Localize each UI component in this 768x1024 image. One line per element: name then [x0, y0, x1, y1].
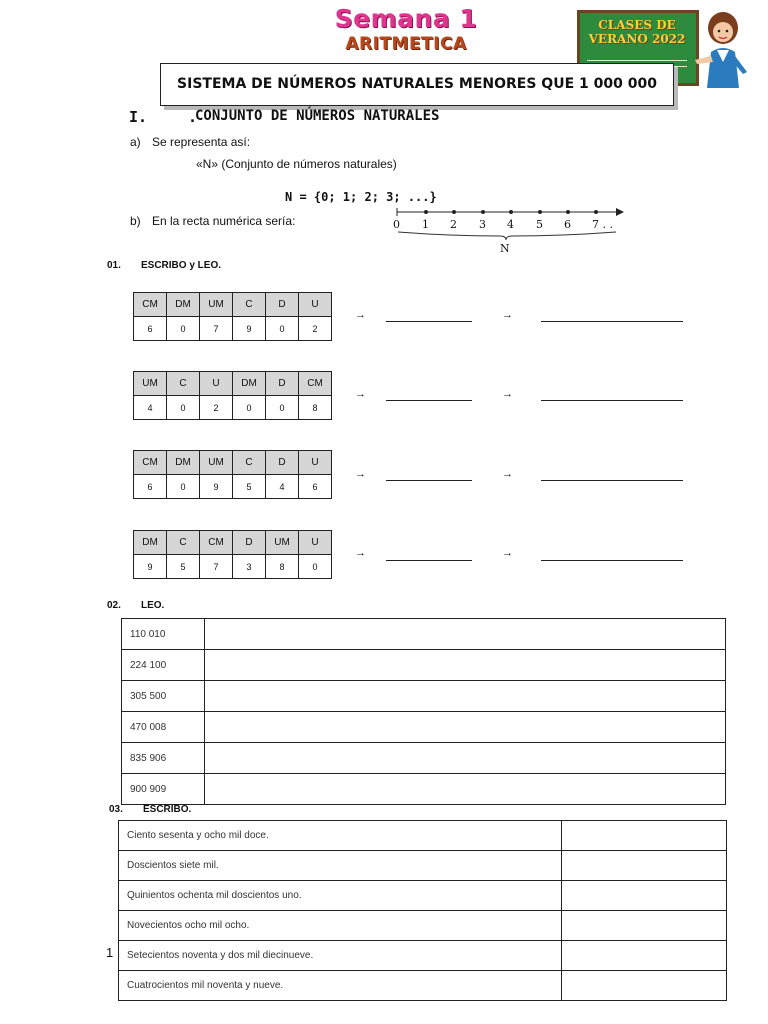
- arrow-icon: →: [355, 547, 366, 559]
- tick-label: 0: [393, 218, 400, 231]
- arrow-icon: →: [355, 309, 366, 321]
- table-row: [119, 971, 727, 1001]
- answer-blank-number[interactable]: [386, 560, 472, 561]
- arrow-icon: →: [502, 468, 513, 480]
- item-b-text: En la recta numérica sería:: [152, 214, 296, 228]
- subject-title: ARITMETICA: [345, 34, 467, 54]
- place-value-digit: 0: [167, 475, 200, 499]
- table-row: [119, 851, 727, 881]
- number-cell: 900 909: [122, 774, 205, 805]
- place-value-digit: 4: [266, 475, 299, 499]
- natural-numbers-set: N = {0; 1; 2; 3; ...}: [285, 190, 437, 204]
- chalkboard-line: [587, 60, 687, 61]
- arrow-icon: →: [502, 309, 513, 321]
- place-value-header: U: [299, 451, 332, 475]
- number-words-cell: Quinientos ochenta mil doscientos uno.: [119, 881, 562, 911]
- place-value-header: CM: [299, 372, 332, 396]
- place-value-header: U: [299, 531, 332, 555]
- place-value-digit: 7: [200, 317, 233, 341]
- place-value-digit: 8: [266, 555, 299, 579]
- place-value-table: [133, 450, 332, 499]
- place-value-header: D: [266, 293, 299, 317]
- place-value-header: C: [233, 451, 266, 475]
- tick-label: 4: [507, 218, 514, 231]
- place-value-digit: 0: [233, 396, 266, 420]
- teacher-illustration: [693, 10, 753, 88]
- number-cell: 470 008: [122, 712, 205, 743]
- place-value-header: C: [167, 372, 200, 396]
- place-value-digit: 5: [233, 475, 266, 499]
- place-value-digit: 8: [299, 396, 332, 420]
- place-value-table: [133, 292, 332, 341]
- number-cell: 110 010: [122, 619, 205, 650]
- place-value-digit: 0: [266, 317, 299, 341]
- item-a-text: Se representa así:: [152, 135, 251, 149]
- table-row: [119, 821, 727, 851]
- item-a-label: a): [130, 135, 141, 149]
- answer-cell[interactable]: [562, 881, 727, 911]
- place-value-digit: 6: [134, 475, 167, 499]
- number-cell: 224 100: [122, 650, 205, 681]
- table-row: [119, 911, 727, 941]
- exercise-number: 01.: [107, 260, 121, 271]
- table-row: [122, 681, 726, 712]
- answer-blank-words[interactable]: [541, 321, 683, 322]
- page-margin-number: 1: [106, 945, 114, 960]
- week-title: Semana 1: [334, 4, 478, 33]
- answer-cell[interactable]: [562, 971, 727, 1001]
- place-value-digit: 6: [299, 475, 332, 499]
- table-row: [119, 881, 727, 911]
- tick-label: 6: [564, 218, 571, 231]
- number-cell: 305 500: [122, 681, 205, 712]
- answer-cell[interactable]: [205, 681, 726, 712]
- place-value-header: U: [299, 293, 332, 317]
- answer-cell[interactable]: [205, 619, 726, 650]
- number-words-cell: Setecientos noventa y dos mil diecinueve.: [119, 941, 562, 971]
- section-dot: .: [188, 108, 198, 126]
- table-row: [122, 650, 726, 681]
- answer-blank-words[interactable]: [541, 480, 683, 481]
- number-words-cell: Cuatrocientos mil noventa y nueve.: [119, 971, 562, 1001]
- table-row: [122, 743, 726, 774]
- place-value-digit: 0: [167, 396, 200, 420]
- reading-table: [121, 618, 726, 805]
- exercise-number: 03.: [109, 804, 123, 815]
- place-value-header: CM: [134, 451, 167, 475]
- tick-label: 7 . .: [592, 218, 613, 231]
- answer-cell[interactable]: [562, 821, 727, 851]
- place-value-table: [133, 530, 332, 579]
- exercise-title: ESCRIBO y LEO.: [141, 260, 222, 271]
- place-value-digit: 5: [167, 555, 200, 579]
- answer-cell[interactable]: [562, 911, 727, 941]
- summer-classes-label: CLASES DE VERANO 2022: [588, 18, 686, 46]
- number-words-cell: Novecientos ocho mil ocho.: [119, 911, 562, 941]
- answer-cell[interactable]: [205, 774, 726, 805]
- place-value-digit: 9: [233, 317, 266, 341]
- table-row: [122, 712, 726, 743]
- place-value-header: DM: [134, 531, 167, 555]
- place-value-table: [133, 371, 332, 420]
- table-row: [122, 774, 726, 805]
- place-value-header: DM: [167, 451, 200, 475]
- arrow-icon: →: [355, 388, 366, 400]
- answer-blank-words[interactable]: [541, 560, 683, 561]
- place-value-digit: 0: [299, 555, 332, 579]
- place-value-header: DM: [233, 372, 266, 396]
- place-value-digit: 0: [266, 396, 299, 420]
- number-line: [390, 202, 630, 258]
- table-row: [119, 941, 727, 971]
- answer-cell[interactable]: [562, 851, 727, 881]
- tick-label: 1: [422, 218, 429, 231]
- place-value-digit: 9: [200, 475, 233, 499]
- place-value-header: C: [167, 531, 200, 555]
- place-value-digit: 4: [134, 396, 167, 420]
- arrow-icon: →: [502, 547, 513, 559]
- answer-blank-number[interactable]: [386, 321, 472, 322]
- arrow-icon: →: [502, 388, 513, 400]
- answer-cell[interactable]: [205, 712, 726, 743]
- answer-cell[interactable]: [562, 941, 727, 971]
- item-b-label: b): [130, 214, 141, 228]
- place-value-digit: 6: [134, 317, 167, 341]
- place-value-header: C: [233, 293, 266, 317]
- answer-blank-number[interactable]: [386, 400, 472, 401]
- table-row: [122, 619, 726, 650]
- place-value-header: U: [200, 372, 233, 396]
- tick-label: 3: [479, 218, 486, 231]
- place-value-header: D: [266, 451, 299, 475]
- arrow-icon: →: [355, 468, 366, 480]
- answer-blank-words[interactable]: [541, 400, 683, 401]
- number-words-cell: Doscientos siete mil.: [119, 851, 562, 881]
- place-value-digit: 0: [167, 317, 200, 341]
- exercise-number: 02.: [107, 600, 121, 611]
- place-value-header: D: [266, 372, 299, 396]
- place-value-digit: 9: [134, 555, 167, 579]
- section-title: CONJUNTO DE NÚMEROS NATURALES: [195, 108, 440, 124]
- place-value-header: CM: [200, 531, 233, 555]
- answer-cell[interactable]: [205, 743, 726, 774]
- number-words-cell: Ciento sesenta y ocho mil doce.: [119, 821, 562, 851]
- place-value-header: DM: [167, 293, 200, 317]
- place-value-header: UM: [200, 451, 233, 475]
- tick-label: 5: [536, 218, 543, 231]
- answer-cell[interactable]: [205, 650, 726, 681]
- place-value-header: UM: [200, 293, 233, 317]
- tick-label: 2: [450, 218, 457, 231]
- set-brace-label: N: [500, 242, 510, 255]
- exercise-title: ESCRIBO.: [143, 804, 192, 815]
- place-value-header: UM: [266, 531, 299, 555]
- number-cell: 835 906: [122, 743, 205, 774]
- section-number: I.: [129, 108, 148, 126]
- place-value-digit: 2: [200, 396, 233, 420]
- place-value-digit: 7: [200, 555, 233, 579]
- topic-box: [160, 63, 674, 106]
- place-value-header: CM: [134, 293, 167, 317]
- place-value-digit: 2: [299, 317, 332, 341]
- natural-numbers-description: «N» (Conjunto de números naturales): [196, 157, 397, 171]
- topic-title: SISTEMA DE NÚMEROS NATURALES MENORES QUE 1 000 000: [177, 76, 657, 92]
- place-value-header: D: [233, 531, 266, 555]
- place-value-header: UM: [134, 372, 167, 396]
- exercise-title: LEO.: [141, 600, 165, 611]
- answer-blank-number[interactable]: [386, 480, 472, 481]
- place-value-digit: 3: [233, 555, 266, 579]
- writing-table: [118, 820, 727, 1001]
